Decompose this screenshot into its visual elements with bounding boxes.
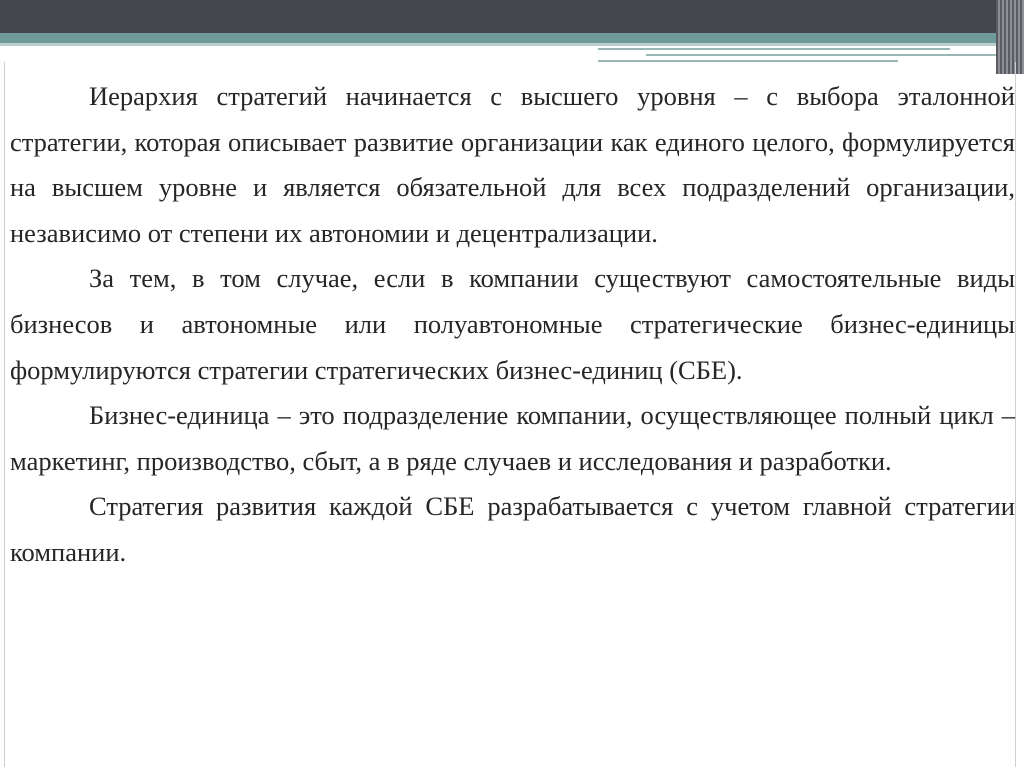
paragraph-sbu-strategy: Стратегия развития каждой СБЕ разрабатывается с учетом главной стратегии компании. bbox=[10, 491, 1015, 567]
paragraph-business-units: За тем, в том случае, если в компании существуют самостоятельные виды бизнесов и автономные или полуавтономные стратегические бизнес-единицы формулируются стратегии стратегических бизнес-единиц (СБЕ). bbox=[10, 263, 1015, 385]
paragraph-business-unit-definition: Бизнес-единица – это подразделение компании, осуществляющее полный цикл – маркетинг, производство, сбыт, а в ряде случаев и исследования и разработки. bbox=[10, 400, 1015, 476]
header-accent-line bbox=[0, 43, 1024, 46]
left-border-line bbox=[4, 62, 5, 767]
paragraph-strategy-hierarchy: Иерархия стратегий начинается с высшего уровня – с выбора эталонной стратегии, которая описывает развитие организации как единого целого, формулируется на высшем уровне и является обязательной для всех подразделений организации, независимо от степени их автономии и децентрализации. bbox=[10, 81, 1015, 248]
header-decorative-lines bbox=[598, 48, 998, 66]
header-stripes bbox=[996, 0, 1024, 74]
header-accent-band bbox=[0, 33, 1024, 43]
right-border-line bbox=[1015, 62, 1016, 767]
slide-body bbox=[10, 74, 1015, 576]
header-band bbox=[0, 0, 1024, 33]
